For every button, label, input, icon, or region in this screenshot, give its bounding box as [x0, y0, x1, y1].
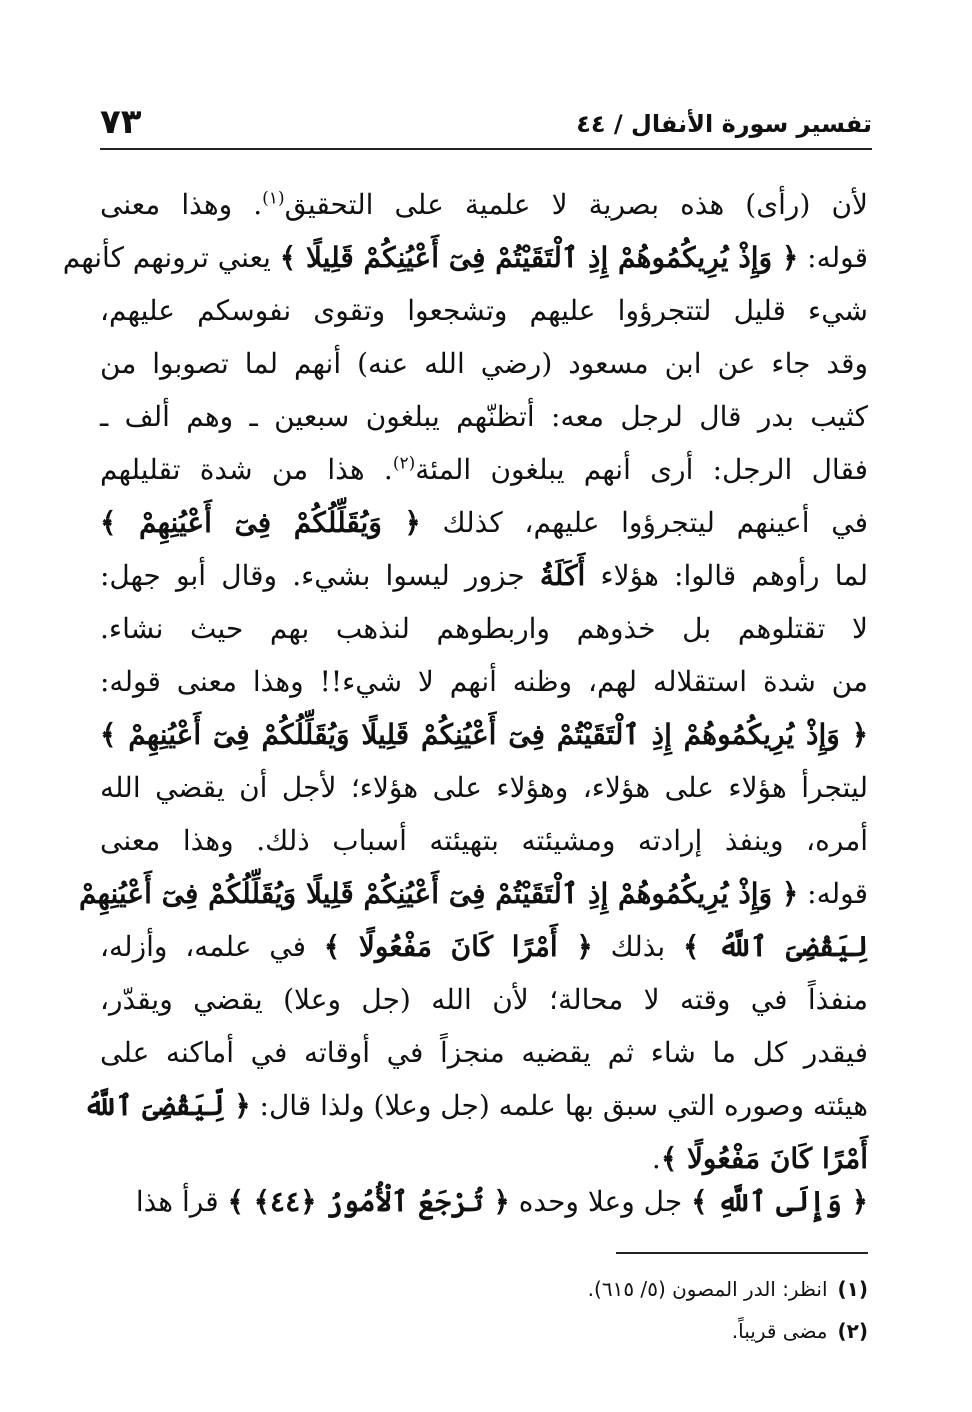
text-line: لما رأوهم قالوا: هؤلاء أَكَلَةُ جزور ليسوا بشيء. وقال أبو جهل:: [100, 559, 868, 592]
text-line: قوله: ﴿ وَإِذْ يُرِيكُمُوهُمْ إِذِ ٱلْتَقَيْتُمْ فِىٓ أَعْيُنِكُمْ قَلِيلًا ﴾ يعني ترونهم كأنهم: [62, 241, 868, 274]
text-line: من شدة استقلاله لهم، وظنه أنهم لا شيء!! وهذا معنى قوله:: [100, 665, 868, 698]
text-line: في أعينهم ليتجرؤوا عليهم، كذلك ﴿ وَيُقَلِّلُكُمْ فِىٓ أَعْيُنِهِمْ ﴾: [100, 506, 868, 539]
footnote-ref: (١): [262, 188, 285, 209]
text-line: أَمْرًا كَانَ مَفْعُولًا ﴾.: [651, 1142, 868, 1175]
text-line: لأن (رأى) هذه بصرية لا علمية على التحقيق$^{(١)}$. وهذا معنى: [100, 188, 868, 221]
quran-verse: ﴿ تُرْجَعُ ٱلْأُمُورُ ﴿٤٤﴾ ﴾: [227, 1185, 510, 1218]
footnote-item: [100, 1268, 868, 1310]
text-line: وقد جاء عن ابن مسعود (رضي الله عنه) أنهم لما تصوبوا من: [100, 347, 868, 380]
quran-verse: ﴿ وَيُقَلِّلُكُمْ فِىٓ أَعْيُنِهِمْ ﴾: [100, 506, 421, 539]
text-line: هيئته وصوره التي سبق بها علمه (جل وعلا) ولذا قال: ﴿ لِّيَقْضِىَ ٱللَّهُ: [83, 1089, 868, 1122]
footnote-item: [100, 1310, 868, 1352]
main-text: [62, 178, 869, 1185]
quran-word: أَكَلَةُ: [539, 559, 586, 592]
text-line: فيقدر كل ما شاء ثم يقضيه منجزاً في أوقاته في أماكنه على: [100, 1036, 868, 1069]
quran-verse: أَمْرًا كَانَ مَفْعُولًا ﴾: [660, 1142, 868, 1175]
quran-verse: ﴿ وَإِلَى ٱللَّهِ ﴾: [691, 1185, 868, 1218]
text-line: فقال الرجل: أرى أنهم يبلغون المئة$^{(٢)}$. هذا من شدة تقليلهم: [100, 453, 868, 486]
footnote-divider: [616, 1252, 868, 1254]
footnote-number: (١): [837, 1277, 868, 1301]
page-number: ٧٣: [100, 102, 142, 142]
footnotes: [100, 1268, 868, 1352]
text-line: كثيب بدر قال لرجل معه: أتظنّهم يبلغون سبعين ـ وهم ألف ـ: [100, 400, 868, 433]
text-line: لِيَقْضِىَ ٱللَّهُ ﴾ بذلك ﴿ أَمْرًا كَانَ مَفْعُولًا ﴾ في علمه، وأزله،: [100, 930, 869, 963]
quran-verse: ﴿ أَمْرًا كَانَ مَفْعُولًا ﴾: [323, 930, 593, 963]
footnote-ref: (٢): [392, 453, 416, 474]
text-line: قوله: ﴿ وَإِذْ يُرِيكُمُوهُمْ إِذِ ٱلْتَقَيْتُمْ فِىٓ أَعْيُنِكُمْ قَلِيلًا وَيُقَلِّلُكُمْ فِىٓ أَعْيُنِهِمْ: [78, 877, 868, 910]
footnote-text: مضى قريباً.: [731, 1319, 828, 1343]
quran-verse: لِيَقْضِىَ ٱللَّهُ ﴾: [683, 930, 869, 963]
quran-verse: ﴿ وَإِذْ يُرِيكُمُوهُمْ إِذِ ٱلْتَقَيْتُمْ فِىٓ أَعْيُنِكُمْ قَلِيلًا ﴾: [279, 241, 799, 274]
footnote-number: (٢): [837, 1319, 868, 1343]
text-line: شيء قليل لتتجرؤوا عليهم وتشجعوا وتقوى نفوسكم عليهم،: [100, 294, 868, 327]
text-line: ليتجرأ هؤلاء على هؤلاء، وهؤلاء على هؤلاء؛ لأجل أن يقضي الله: [100, 771, 868, 804]
footnote-text: انظر: الدر المصون (٥/ ٦١٥).: [587, 1277, 828, 1301]
quran-verse: ﴿ وَإِذْ يُرِيكُمُوهُمْ إِذِ ٱلْتَقَيْتُمْ فِىٓ أَعْيُنِكُمْ قَلِيلًا وَيُقَلِّلُكُمْ فِىٓ أَعْيُنِهِمْ: [78, 877, 799, 910]
quran-verse: ﴿ لِّيَقْضِىَ ٱللَّهُ: [83, 1089, 251, 1122]
next-verse-line: ﴿ وَإِلَى ٱللَّهِ ﴾ جل وعلا وحده ﴿ تُرْجَعُ ٱلْأُمُورُ ﴿٤٤﴾ ﴾ قرأ هذا: [135, 1185, 868, 1218]
text-line: أمره، وينفذ إرادته ومشيئته بتهيئته أسباب ذلك. وهذا معنى: [100, 824, 868, 857]
text-line: منفذاً في وقته لا محالة؛ لأن الله (جل وعلا) يقضي ويقدّر،: [100, 983, 868, 1016]
running-title: تفسير سورة الأنفال / ٤٤: [576, 110, 872, 138]
running-header: [100, 102, 872, 150]
text-line: لا تقتلوهم بل خذوهم واربطوهم لنذهب بهم حيث نشاء.: [100, 612, 868, 645]
quran-verse: ﴿ وَإِذْ يُرِيكُمُوهُمْ إِذِ ٱلْتَقَيْتُمْ فِىٓ أَعْيُنِكُمْ قَلِيلًا وَيُقَلِّلُكُمْ فِىٓ أَعْيُنِهِمْ ﴾: [100, 718, 868, 751]
